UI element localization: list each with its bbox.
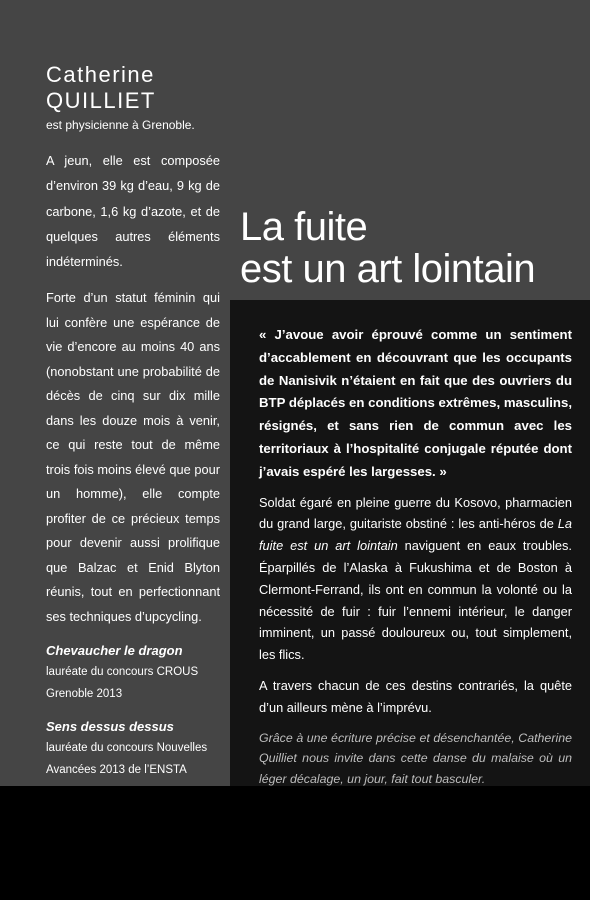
book-title bbox=[240, 206, 585, 290]
author-role: est physicienne à Grenoble. bbox=[46, 118, 195, 132]
award-line: Grenoble 2013 bbox=[46, 688, 123, 701]
bio-paragraph: Forte d’un statut féminin qui lui confère une espérance de vie d’encore au moins 40 ans (nonobstant une probabilité de décès de cinq sur dix mille dans les douze mois à venir, ce qui reste tout de même trois fois moins élevé que pour un homme), elle compte profiter de ce précieux temps pour devenir aussi prolifique que Balzac et Enid Blyton réunis, tout en perfectionnant ses techniques d’upcycling. bbox=[46, 290, 220, 624]
blurb-panel bbox=[230, 300, 590, 786]
award-line: lauréate du concours Nouvelles bbox=[46, 742, 208, 755]
award-title: Chevaucher le dragon bbox=[46, 643, 183, 659]
award-title: Sens dessus dessus bbox=[46, 719, 174, 735]
blurb-text bbox=[259, 324, 572, 789]
summary-text: Soldat égaré en pleine guerre du Kosovo, pharmacien du grand large, guitariste obstiné : les anti-héros de bbox=[259, 494, 572, 532]
award-item bbox=[46, 643, 220, 705]
award-line: lauréate du concours CROUS bbox=[46, 666, 199, 679]
summary-paragraph: A travers chacun de ces destins contrariés, la quête d’un ailleurs mène à l’imprévu. bbox=[259, 677, 572, 715]
book-title-line-2: est un art lointain bbox=[240, 247, 536, 291]
award-line: Avancées 2013 de l’ENSTA bbox=[46, 764, 187, 777]
author-column bbox=[46, 62, 220, 781]
summary-paragraph bbox=[259, 492, 572, 666]
summary-text: naviguent en eaux troubles. Éparpillés de l’Alaska à Fukushima et de Boston à Clermont-Ferrand, ils ont en commun la volonté ou la nécessité de fuir : fuir l’ennemi intérieur, le danger imminent, un passé douloureux ou, tout simplement, les flics. bbox=[259, 538, 572, 663]
summary-book-title: La fuite est un art lointain bbox=[259, 516, 572, 554]
closing-paragraph: Grâce à une écriture précise et désenchantée, Catherine Quilliet nous invite dans cette danse du malaise où un léger décalage, un jour, fait tout basculer. bbox=[259, 730, 572, 786]
book-title-line-1: La fuite bbox=[240, 205, 368, 249]
author-last-name: QUILLIET bbox=[46, 88, 156, 113]
award-item bbox=[46, 719, 220, 781]
author-first-name: Catherine bbox=[46, 62, 155, 87]
pull-quote: « J’avoue avoir éprouvé comme un sentiment d’accablement en découvrant que les occupants de Nanisivik n’étaient en fait que des ouvriers du BTP déplacés en conditions extrêmes, masculins, résignés, et sans rien de commun avec les territoriaux à l’hospitalité conjugale réputée dont j’avais espéré les largesses. » bbox=[259, 327, 572, 479]
bio-paragraph: A jeun, elle est composée d’environ 39 kg d’eau, 9 kg de carbone, 1,6 kg d’azote, et de quelques autres éléments indéterminés. bbox=[46, 153, 220, 270]
